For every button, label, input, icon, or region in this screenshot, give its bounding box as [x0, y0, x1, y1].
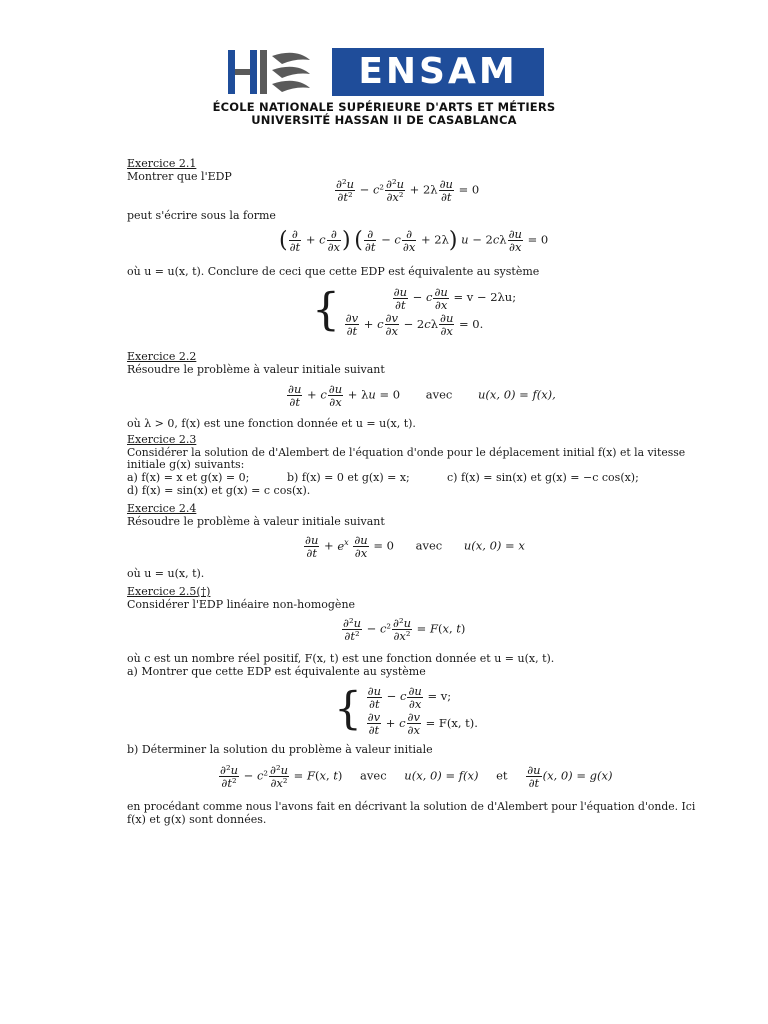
- system-2-5-line1: = v;: [427, 689, 452, 703]
- system-2-5-line2: = F(x, t).: [425, 715, 478, 730]
- exercise-2-1-form-text: peut s'écrire sous la forme: [127, 209, 276, 222]
- exercise-2-5-end1: en procédant comme nous l'avons fait en décrivant la solution de d'Alembert pour l'équation d'onde. Ici: [127, 800, 696, 813]
- equation-2-5-avec: avec: [360, 768, 387, 783]
- exercise-2-5-intro: Considérer l'EDP linéaire non-homogène: [127, 598, 356, 611]
- exercise-2-1-intro: Montrer que l'EDP: [127, 170, 232, 183]
- exercise-2-1-title: Exercice 2.1: [127, 157, 197, 170]
- ensam-logo-box: [332, 48, 544, 96]
- uh2-logo-icon: [226, 46, 318, 98]
- equation-2-1-factored: ( $\frac{\partial}{\partial t}$ + c $\frac{\partial}{\partial x}$ ) ( $\frac{\partial}{\partial t}$ − c $\frac{\partial}{\partial x}$ + 2λ) u − 2cλ $\frac{\partial u}{\partial x}$ = 0: [279, 227, 549, 254]
- exercise-2-5-title: Exercice 2.5(†): [127, 585, 211, 598]
- system-2-1-line2: = 0.: [459, 316, 484, 331]
- system-2-1-line1: = v − 2λu;: [453, 290, 517, 304]
- exercise-2-5-b: b) Déterminer la solution du problème à valeur initiale: [127, 743, 433, 756]
- exercise-2-2-intro: Résoudre le problème à valeur initiale suivant: [127, 363, 385, 376]
- equation-2-5-init1: u(x, 0) = f(x): [404, 768, 479, 783]
- equation-2-5-et: et: [496, 768, 508, 783]
- exercise-2-5-after: où c est un nombre réel positif, F(x, t) est une fonction donnée et u = u(x, t).: [127, 652, 555, 665]
- exercise-2-2-after: où λ > 0, f(x) est une fonction donnée et u = u(x, t).: [127, 417, 416, 430]
- equation-2-4: $\frac{\partial u}{\partial t}$ + $e^x$ $\frac{\partial u}{\partial x}$ = 0 avec u(x, 0) = x: [305, 533, 525, 560]
- exercise-2-1-conclude: où u = u(x, t). Conclure de ceci que cette EDP est équivalente au système: [127, 265, 540, 278]
- equation-2-1-main: $\frac{\text{∂²u}}{\text{∂t²}}$ − c² $\frac{\text{∂²u}}{\text{∂x²}}$ + 2λ $\frac{\partial u}{\partial t}$ = 0: [336, 177, 480, 204]
- exercise-2-3-line2: initiale g(x) suivants:: [127, 458, 245, 471]
- exercise-2-5-a: a) Montrer que cette EDP est équivalente au système: [127, 665, 426, 678]
- exercise-2-4-intro: Résoudre le problème à valeur initiale suivant: [127, 515, 385, 528]
- equation-2-2-avec: avec: [425, 387, 453, 402]
- equation-2-5-ivp: $\frac{\text{∂²u}}{\text{∂t²}}$ − c² $\frac{\text{∂²u}}{\text{∂x²}}$ = F(x, t) avec u(x, 0) = f(x) et $\frac{\partial u}{\partial t}$ (x, 0) = g(x): [220, 763, 613, 790]
- equation-2-5: $\frac{\text{∂²u}}{\text{∂t²}}$ − c² $\frac{\text{∂²u}}{\text{∂x²}}$ = F(x, t): [343, 616, 466, 643]
- exercise-2-4-title: Exercice 2.4: [127, 502, 197, 515]
- equation-2-2-init: u(x, 0) = f(x),: [478, 387, 556, 402]
- equation-2-5-init2: (x, 0) = g(x): [542, 768, 613, 783]
- exercise-2-3-line1: Considérer la solution de d'Alembert de l'équation d'onde pour le déplacement initial f(x) et la vitesse: [127, 446, 686, 459]
- exercise-2-2-title: Exercice 2.2: [127, 350, 197, 363]
- exercise-2-4-after: où u = u(x, t).: [127, 567, 205, 580]
- ensam-logo-text: ENSAM: [358, 51, 518, 92]
- equation-2-4-avec: avec: [415, 538, 443, 553]
- school-name: ÉCOLE NATIONALE SUPÉRIEURE D'ARTS ET MÉTIERS: [212, 100, 556, 114]
- header-logo: [226, 46, 544, 98]
- exercise-2-3-title: Exercice 2.3: [127, 433, 197, 446]
- exercise-2-3-d: d) f(x) = sin(x) et g(x) = c cos(x).: [127, 484, 311, 497]
- system-2-5: { $\frac{\partial u}{\partial t}$ − c $\frac{\partial u}{\partial x}$ = v; $\frac{\partial v}{\partial t}$ + c $\frac{\partial v}{\partial x}$ = F(x, t).: [334, 683, 478, 737]
- system-2-1: { $\frac{\partial u}{\partial t}$ − c $\frac{\partial u}{\partial x}$ = v − 2λu; $\frac{\partial v}{\partial t}$ + c $\frac{\partial v}{\partial x}$ − 2cλ $\frac{\partial u}{\partial x}$ = 0.: [312, 284, 517, 338]
- equation-2-4-init: u(x, 0) = x: [463, 538, 525, 553]
- equation-2-2: $\frac{\partial u}{\partial t}$ + c $\frac{\partial u}{\partial x}$ + λu = 0 avec u(x, 0) = f(x),: [288, 382, 556, 409]
- exercise-2-3-a: a) f(x) = x et g(x) = 0;: [127, 471, 250, 484]
- exercise-2-5-end2: f(x) et g(x) sont données.: [127, 813, 267, 826]
- exercise-2-3-b: b) f(x) = 0 et g(x) = x;: [287, 471, 410, 484]
- exercise-2-3-c: c) f(x) = sin(x) et g(x) = −c cos(x);: [447, 471, 639, 484]
- university-name: UNIVERSITÉ HASSAN II DE CASABLANCA: [251, 113, 517, 127]
